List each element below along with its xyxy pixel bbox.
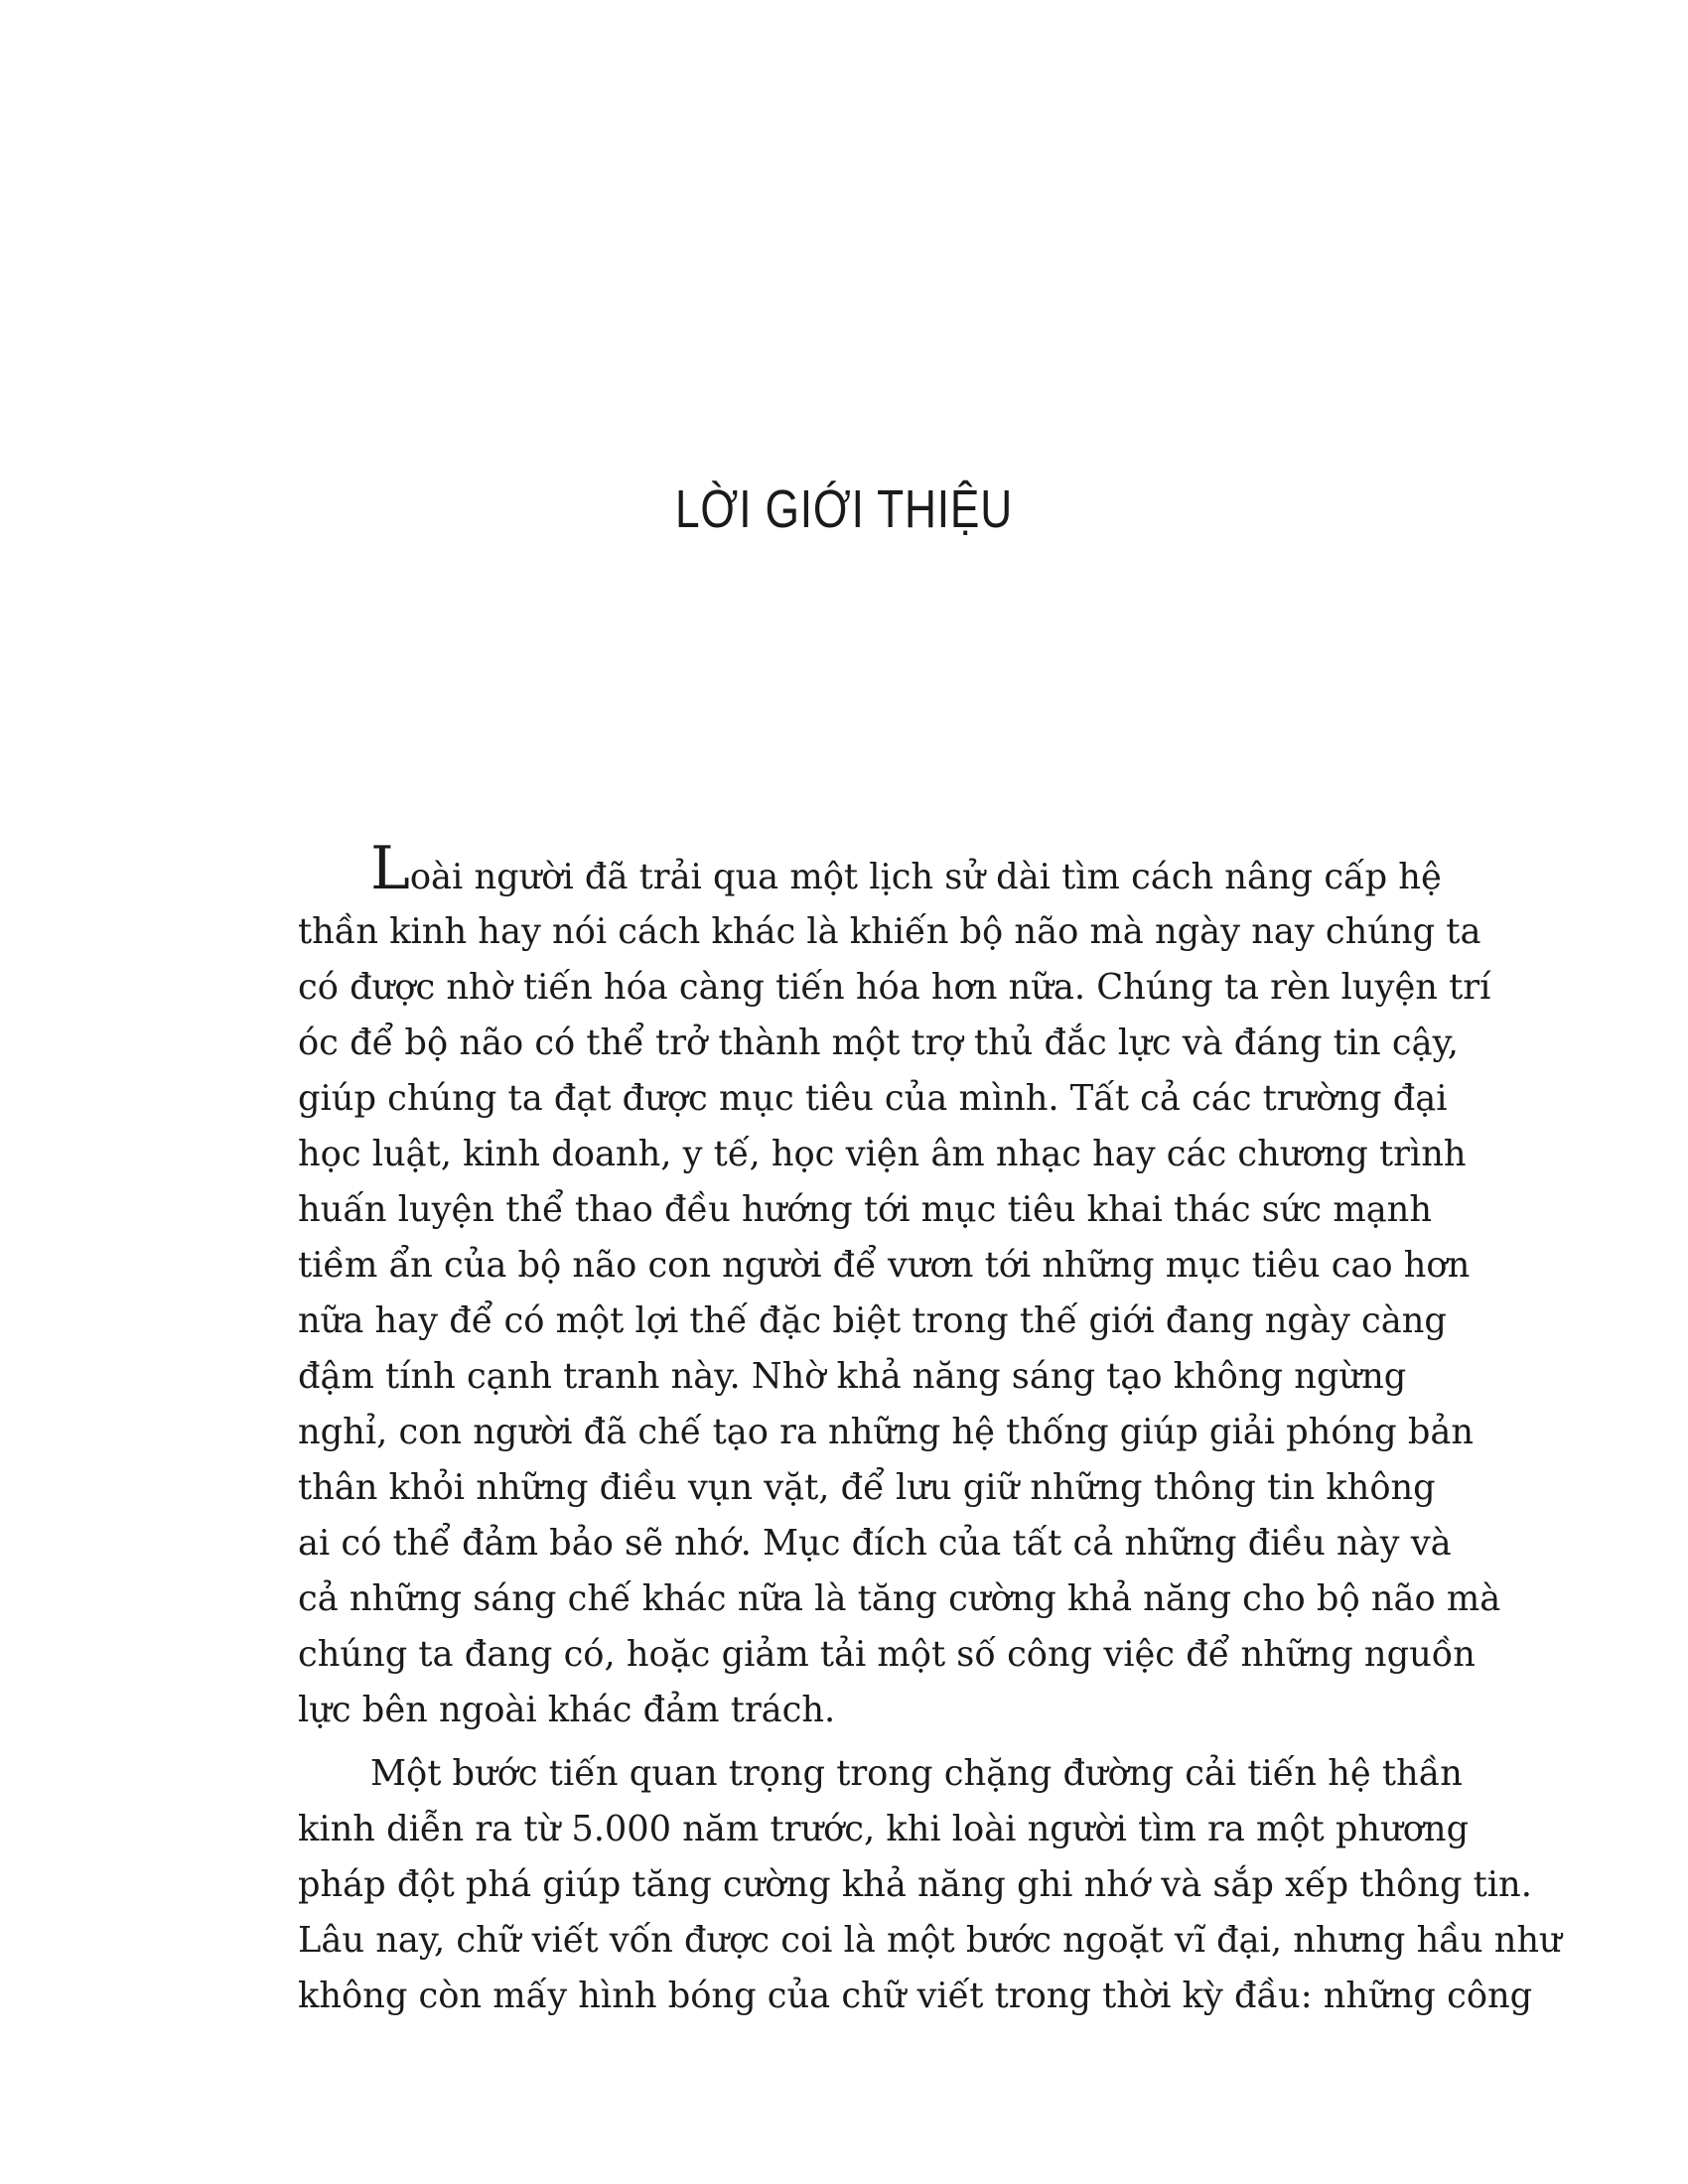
- text-line: không còn mấy hình bóng của chữ viết trong thời kỳ đầu: những công: [298, 1976, 1533, 2016]
- text-line: đậm tính cạnh tranh này. Nhờ khả năng sáng tạo không ngừng: [298, 1356, 1407, 1397]
- text-line: ai có thể đảm bảo sẽ nhớ. Mục đích của tất cả những điều này và: [298, 1523, 1452, 1564]
- text-line: có được nhờ tiến hóa càng tiến hóa hơn nữa. Chúng ta rèn luyện trí: [298, 967, 1491, 1008]
- paragraph-gap: [298, 1738, 1360, 1746]
- text-line: Một bước tiến quan trọng trong chặng đường cải tiến hệ thần: [370, 1753, 1463, 1794]
- chapter-title: LỜI GIỚI THIỆU: [674, 479, 1014, 539]
- text-line: cả những sáng chế khác nữa là tăng cường khả năng cho bộ não mà: [298, 1578, 1501, 1619]
- text-line: thân khỏi những điều vụn vặt, để lưu giữ những thông tin không: [298, 1467, 1436, 1508]
- text-line: pháp đột phá giúp tăng cường khả năng ghi nhớ và sắp xếp thông tin.: [298, 1864, 1532, 1905]
- text-line: học luật, kinh doanh, y tế, học viện âm nhạc hay các chương trình: [298, 1134, 1467, 1174]
- text-line: giúp chúng ta đạt được mục tiêu của mình. Tất cả các trường đại: [298, 1078, 1448, 1119]
- text-line: huấn luyện thể thao đều hướng tới mục tiêu khai thác sức mạnh: [298, 1189, 1432, 1230]
- body-text: [298, 834, 1562, 2024]
- text-line: thần kinh hay nói cách khác là khiến bộ não mà ngày nay chúng ta: [298, 911, 1481, 952]
- text-line: Lâu nay, chữ viết vốn được coi là một bước ngoặt vĩ đại, nhưng hầu như: [298, 1920, 1562, 1961]
- text-line: nữa hay để có một lợi thế đặc biệt trong thế giới đang ngày càng: [298, 1300, 1447, 1341]
- paragraph-2: [298, 1746, 1562, 2024]
- text-line: lực bên ngoài khác đảm trách.: [298, 1690, 836, 1730]
- text-line: tiềm ẩn của bộ não con người để vươn tới những mục tiêu cao hơn: [298, 1245, 1471, 1286]
- initial-letter: L: [370, 834, 410, 903]
- text-line: chúng ta đang có, hoặc giảm tải một số công việc để những nguồn: [298, 1634, 1476, 1675]
- text-line: nghỉ, con người đã chế tạo ra những hệ thống giúp giải phóng bản: [298, 1412, 1475, 1452]
- text-line: óc để bộ não có thể trở thành một trợ thủ đắc lực và đáng tin cậy,: [298, 1023, 1459, 1063]
- text-line: kinh diễn ra từ 5.000 năm trước, khi loài người tìm ra một phương: [298, 1809, 1470, 1849]
- text-line: Loài người đã trải qua một lịch sử dài tìm cách nâng cấp hệ: [370, 834, 1442, 903]
- paragraph-1: [298, 834, 1501, 1738]
